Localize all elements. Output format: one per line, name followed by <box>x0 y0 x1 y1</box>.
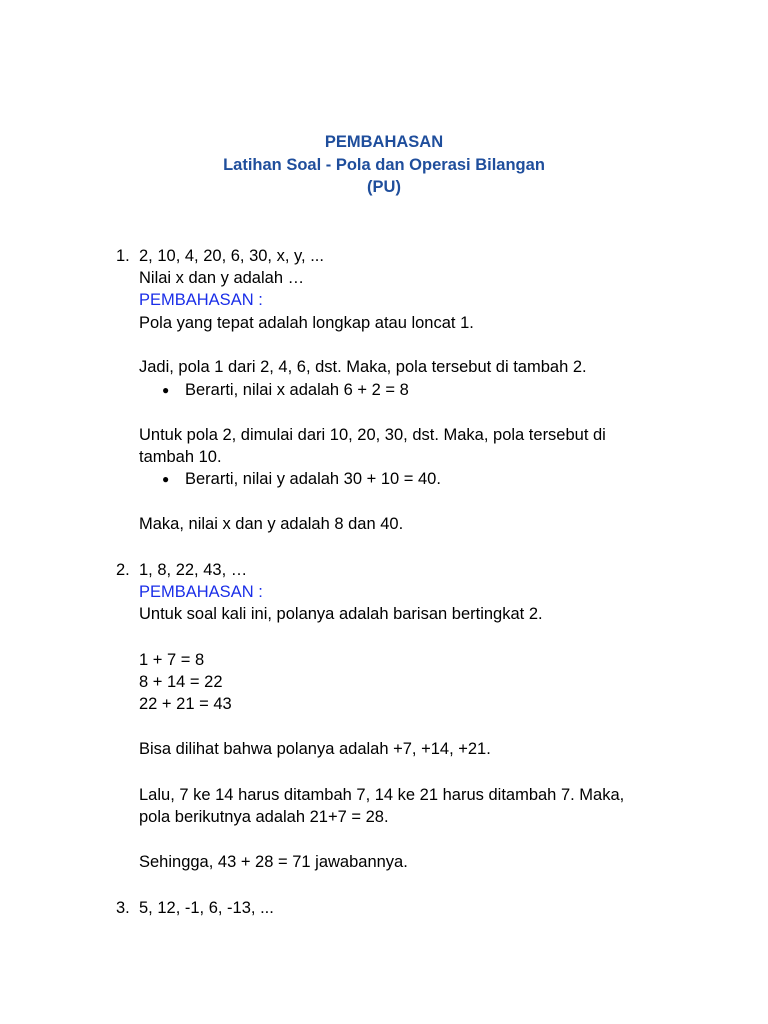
paragraph: Maka, nilai x dan y adalah 8 dan 40. <box>139 515 404 533</box>
paragraph-continued: pola berikutnya adalah 21+7 = 28. <box>139 808 389 826</box>
document-subtitle: Latihan Soal - Pola dan Operasi Bilangan <box>223 155 545 174</box>
discussion-label: PEMBAHASAN : <box>139 583 263 601</box>
paragraph: Lalu, 7 ke 14 harus ditambah 7, 14 ke 21 harus ditambah 7. Maka, <box>139 786 625 804</box>
question-text: 2, 10, 4, 20, 6, 30, x, y, ... <box>139 247 324 265</box>
discussion-label: PEMBAHASAN : <box>139 291 263 309</box>
document-title: PEMBAHASAN <box>324 133 444 151</box>
question-prompt: Nilai x dan y adalah … <box>139 269 305 287</box>
question-number: 3. <box>116 899 130 917</box>
equation: 22 + 21 = 43 <box>139 695 232 713</box>
bullet-icon: ● <box>162 383 170 397</box>
paragraph: Pola yang tepat adalah longkap atau loncat 1. <box>139 314 474 332</box>
bullet-item: Berarti, nilai x adalah 6 + 2 = 8 <box>185 381 409 399</box>
paragraph: Untuk soal kali ini, polanya adalah barisan bertingkat 2. <box>139 605 543 623</box>
paragraph: Jadi, pola 1 dari 2, 4, 6, dst. Maka, pola tersebut di tambah 2. <box>139 358 587 376</box>
bullet-item: Berarti, nilai y adalah 30 + 10 = 40. <box>185 470 441 488</box>
question-number: 2. <box>116 561 130 579</box>
bullet-icon: ● <box>162 472 170 486</box>
paragraph: Sehingga, 43 + 28 = 71 jawabannya. <box>139 853 408 871</box>
paragraph: Bisa dilihat bahwa polanya adalah +7, +14, +21. <box>139 740 491 758</box>
paragraph-continued: tambah 10. <box>139 448 222 466</box>
document-tag: (PU) <box>367 178 401 196</box>
document-header <box>0 131 768 199</box>
question-text: 1, 8, 22, 43, … <box>139 561 248 579</box>
question-text: 5, 12, -1, 6, -13, ... <box>139 899 274 917</box>
equation: 8 + 14 = 22 <box>139 673 223 691</box>
paragraph: Untuk pola 2, dimulai dari 10, 20, 30, dst. Maka, pola tersebut di <box>139 426 606 444</box>
equation: 1 + 7 = 8 <box>139 651 205 669</box>
question-number: 1. <box>116 247 130 265</box>
